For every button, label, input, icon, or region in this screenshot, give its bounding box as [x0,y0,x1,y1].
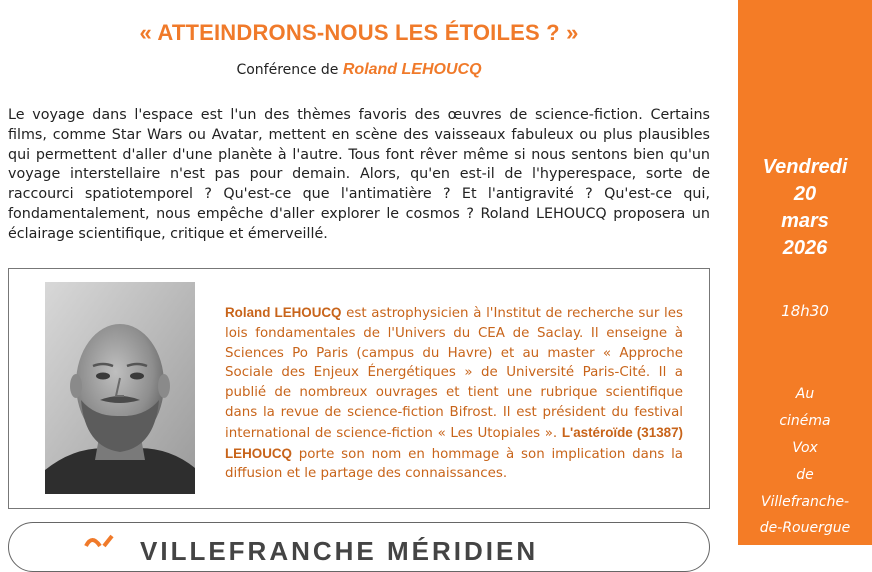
venue-line: de-Rouergue [759,520,851,536]
venue-line: Villefranche- [760,494,850,510]
event-year: 2026 [782,237,828,259]
venue-line: Vox [792,440,818,456]
speaker-name: Roland LEHOUCQ [342,61,482,78]
event-time: 18h30 [781,302,829,320]
bio-body-end: porte son nom en hommage à son implication dans la diffusion et le partage des connaissances. [225,446,683,482]
event-day: Vendredi [762,156,848,178]
bio-box [8,268,710,509]
bio-text [225,303,683,484]
subtitle-prefix: Conférence de [236,62,339,78]
bio-name: Roland LEHOUCQ [225,305,342,320]
portrait-image [45,282,195,494]
venue-line: cinéma [779,413,831,429]
footer-logo-text: VILLEFRANCHE MÉRIDIEN [140,536,539,566]
intro-paragraph: Le voyage dans l'espace est l'un des thèmes favoris des œuvres de science-fiction. Certains films, comme Star Wars ou Avatar, mettent en scène des vaisseaux fabuleux ou plus plausibles qui permettent d'aller d'une planète à l'autre. Tous font rêver même si nous sentons bien qu'un voyage interstellaire n'est pas pour demain. Alors, qu'en est-il de l'hyperespace, sorte de raccourci spatiotemporel ? Qu'est-ce que l'antimatière ? Et l'antigravité ? Qu'est-ce qui, fondamentalement, nous empêche d'aller explorer le cosmos ? Roland LEHOUCQ proposera un éclairage scientifique, critique et émerveillé. [8,107,710,242]
event-date: 20 [793,183,817,205]
subtitle [0,61,718,79]
bio-asteroid: L'astéroïde (31387) LEHOUCQ [225,424,683,461]
page-title: « ATTEINDRONS-NOUS LES ÉTOILES ? » [139,20,579,45]
speaker-portrait [45,282,195,494]
venue-line: Au [795,386,815,402]
logo-swoosh-icon [82,532,122,552]
event-sidebar [738,0,872,545]
event-month: mars [781,210,829,232]
bio-body: est astrophysicien à l'Institut de recherche sur les lois fondamentales de l'Univers du CEA de Saclay. Il enseigne à Sciences Po Paris (campus du Havre) et au master « Approche Sociale des Enjeux Énergétiques » de Université Paris-Cité. Il a publié de nombreux ouvrages et tient une rubrique scientifique dans la revue de science-fiction Bifrost. Il est président du festival international de science-fiction « Les Utopiales ». [225,306,683,441]
venue-line: de [796,467,814,483]
